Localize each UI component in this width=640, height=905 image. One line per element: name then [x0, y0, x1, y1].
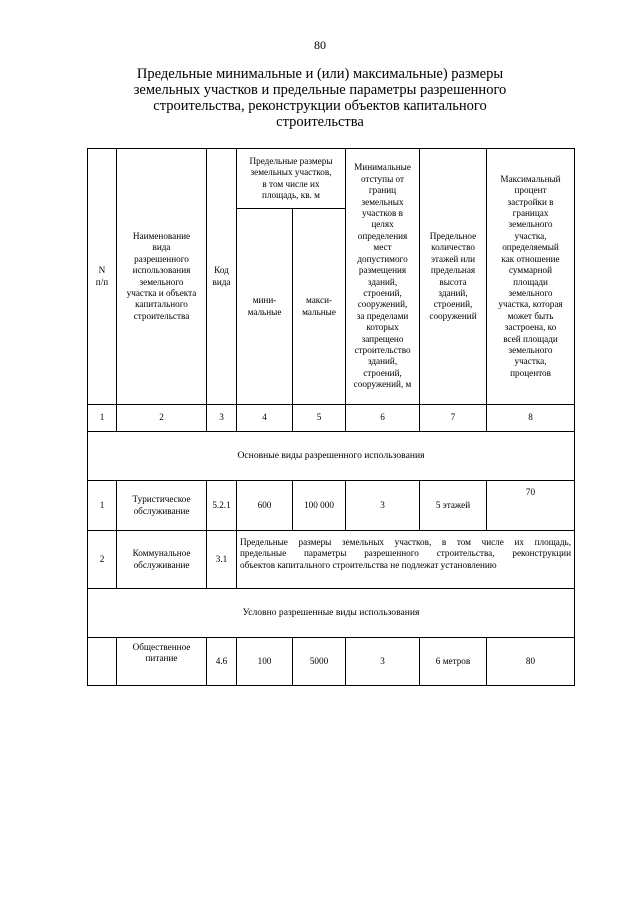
- row-max: 5000: [293, 638, 346, 686]
- row-setback: 3: [346, 638, 420, 686]
- cell-line: капитального: [135, 299, 188, 310]
- cell-line: обслуживание: [133, 559, 190, 570]
- column-number: 8: [487, 405, 575, 432]
- header-code: [207, 149, 237, 405]
- cell-line: целях: [371, 219, 394, 230]
- column-number: 7: [420, 405, 487, 432]
- header-floors: [420, 149, 487, 405]
- cell-line: зданий,: [438, 287, 468, 298]
- cell-line: п/п: [95, 276, 109, 287]
- table-row: [88, 638, 575, 686]
- cell-line: разрешенного: [134, 253, 189, 264]
- cell-line: строений,: [363, 367, 402, 378]
- header-sizes: [237, 149, 346, 209]
- cell-line: суммарной: [508, 265, 553, 276]
- column-numbers-row: [88, 405, 575, 432]
- cell-line: площади: [513, 276, 548, 287]
- row-coverage: 80: [487, 638, 575, 686]
- cell-line: строительства: [133, 310, 190, 321]
- cell-line: застроена, ко: [504, 322, 557, 333]
- row-num: 1: [88, 481, 117, 531]
- section-row-main: [88, 432, 575, 481]
- cell-line: строений,: [363, 287, 402, 298]
- row-name: [117, 531, 207, 589]
- cell-line: использования: [132, 265, 191, 276]
- row-num: [88, 638, 117, 686]
- title-line: строительства, реконструкции объектов капитального: [153, 98, 487, 114]
- note-line: объектов капитального строительства не подлежат установлению: [240, 559, 497, 570]
- cell-line: мест: [373, 242, 392, 253]
- cell-line: мальные: [247, 306, 282, 317]
- title-line: строительства: [276, 114, 364, 130]
- document-title: [130, 66, 510, 130]
- row-floors: 6 метров: [420, 638, 487, 686]
- section-title-main: Основные виды разрешенного использования: [88, 432, 575, 481]
- row-name: [117, 481, 207, 531]
- header-max: [293, 209, 346, 405]
- section-row-conditional: [88, 589, 575, 638]
- cell-line: может быть: [507, 310, 554, 321]
- cell-line: Коммунальное: [132, 548, 191, 559]
- cell-line: мини-: [252, 295, 277, 306]
- cell-line: всей площади: [503, 333, 558, 344]
- cell-line: земельного: [508, 219, 553, 230]
- cell-line: Код: [214, 265, 229, 276]
- cell-line: земельного: [508, 344, 553, 355]
- cell-line: сооружений, м: [353, 379, 412, 390]
- row-setback: 3: [346, 481, 420, 531]
- cell-line: отступы от: [360, 173, 405, 184]
- note-line: Предельные размеры земельных участков, в том числе их площадь,: [240, 537, 572, 547]
- cell-line: зданий,: [367, 356, 398, 367]
- note-line: предельные параметры разрешенного строительства, реконструкции: [240, 548, 572, 559]
- page-number: 80: [314, 38, 326, 52]
- cell-line: за пределами: [356, 310, 409, 321]
- column-number: 4: [237, 405, 293, 432]
- cell-line: макси-: [305, 295, 333, 306]
- cell-line: N: [98, 265, 106, 276]
- cell-line: как отношение: [501, 253, 560, 264]
- cell-line: зданий,: [367, 276, 398, 287]
- cell-line: обслуживание: [133, 505, 190, 516]
- title-line: Предельные минимальные и (или) максимальные) размеры: [136, 66, 504, 82]
- column-number: 5: [293, 405, 346, 432]
- cell-line: участков в: [362, 208, 403, 219]
- cell-line: Общественное: [132, 642, 191, 652]
- cell-line: определения: [357, 230, 408, 241]
- row-code: 4.6: [207, 638, 237, 686]
- cell-line: в том числе их: [262, 178, 320, 189]
- cell-line: застройки в: [507, 196, 554, 207]
- row-min: 600: [237, 481, 293, 531]
- row-num: 2: [88, 531, 117, 589]
- row-floors: 5 этажей: [420, 481, 487, 531]
- cell-line: участка, которая: [498, 299, 563, 310]
- row-name: [117, 638, 207, 686]
- cell-line: Предельные размеры: [249, 155, 333, 166]
- cell-line: границах: [512, 208, 549, 219]
- header-name: [117, 149, 207, 405]
- cell-line: Максимальный: [500, 173, 561, 184]
- header-num: [88, 149, 117, 405]
- cell-line: Туристическое: [132, 494, 191, 505]
- cell-line: Наименование: [132, 230, 191, 241]
- row-code: 3.1: [207, 531, 237, 589]
- row-coverage: 70: [487, 481, 575, 531]
- cell-line: процентов: [510, 367, 551, 378]
- cell-line: количество: [431, 242, 475, 253]
- cell-line: процент: [514, 185, 547, 196]
- cell-line: сооружений: [429, 310, 477, 321]
- header-coverage: [487, 149, 575, 405]
- column-number: 3: [207, 405, 237, 432]
- row-max: 100 000: [293, 481, 346, 531]
- cell-line: допустимого: [357, 253, 408, 264]
- cell-line: вида: [212, 276, 231, 287]
- cell-line: определяемый: [502, 242, 559, 253]
- cell-line: мальные: [302, 306, 336, 317]
- cell-line: участка и объекта: [126, 287, 197, 298]
- table-row: [88, 531, 575, 589]
- row-note: [237, 531, 575, 589]
- cell-line: границ: [368, 185, 397, 196]
- row-code: 5.2.1: [207, 481, 237, 531]
- title-line: земельных участков и предельные параметры разрешенного: [133, 82, 507, 98]
- header-min: [237, 209, 293, 405]
- cell-line: земельного: [508, 287, 553, 298]
- column-number: 6: [346, 405, 420, 432]
- table-row: [88, 481, 575, 531]
- cell-line: строений,: [433, 299, 473, 310]
- cell-line: запрещено: [361, 333, 404, 344]
- cell-line: Минимальные: [354, 162, 411, 173]
- cell-line: вида: [152, 242, 171, 253]
- cell-line: высота: [439, 276, 467, 287]
- cell-line: Предельное: [429, 230, 477, 241]
- cell-line: площадь, кв. м: [262, 189, 320, 200]
- cell-line: размещения: [358, 265, 407, 276]
- section-title-conditional: Условно разрешенные виды использования: [88, 589, 575, 638]
- header-row: [88, 149, 575, 209]
- parameters-table: [87, 148, 575, 686]
- cell-line: предельная: [430, 265, 476, 276]
- cell-line: участка,: [514, 230, 547, 241]
- cell-line: которых: [366, 322, 399, 333]
- cell-line: строительство: [354, 344, 411, 355]
- cell-line: участка,: [514, 356, 547, 367]
- cell-line: земельных: [361, 196, 404, 207]
- cell-line: питание: [145, 653, 178, 664]
- cell-line: земельных участков,: [250, 167, 332, 178]
- cell-line: этажей или: [430, 253, 476, 264]
- column-number: 2: [117, 405, 207, 432]
- column-number: 1: [88, 405, 117, 432]
- row-min: 100: [237, 638, 293, 686]
- header-setbacks: [346, 149, 420, 405]
- cell-line: земельного: [139, 276, 184, 287]
- cell-line: сооружений,: [357, 299, 408, 310]
